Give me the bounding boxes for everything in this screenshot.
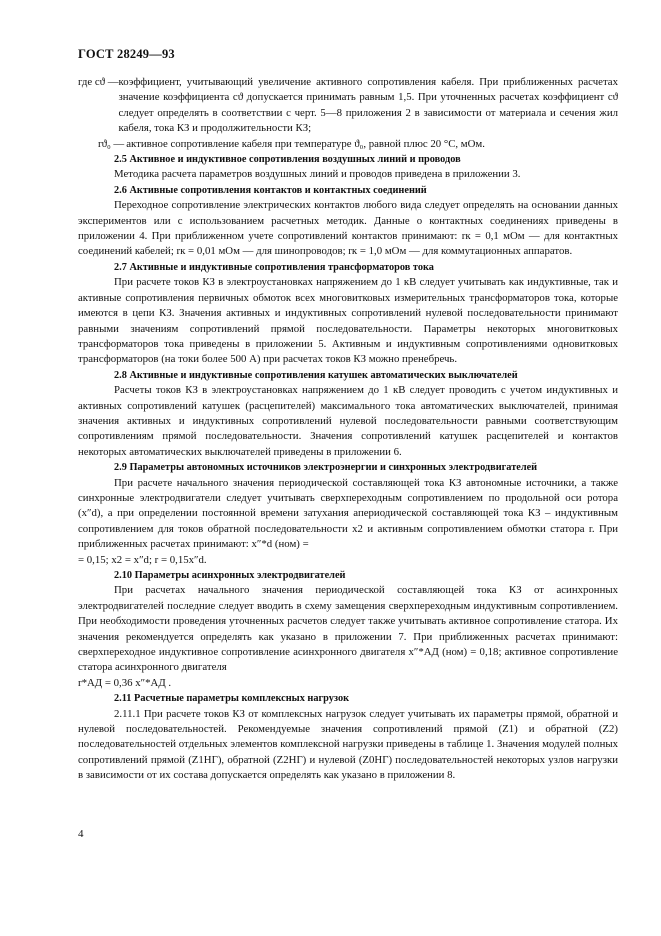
definition-c-theta — [78, 75, 618, 137]
section-title: 2.8 Активные и индуктивные сопротивления катушек автоматических выключателей — [114, 369, 518, 381]
section-2-7 — [78, 260, 618, 368]
document-header: ГОСТ 28249—93 — [78, 47, 175, 61]
section-paragraph: Расчеты токов КЗ в электроустановках напряжением до 1 кВ следует проводить с учетом индуктивных и активных сопротивлений катушек (расцепителей) максимального тока автоматических выключателей, принимая значения активных и индуктивных сопротивлений нулевой последовательности равными соответствующим сопротивлениям прямой последовательности. Значения сопротивлений катушек расцепителей и контактов некоторых автоматических выключателей приведены в приложении 6. — [78, 384, 618, 458]
document-body — [78, 75, 618, 784]
section-2-11 — [78, 691, 618, 783]
definition-r-theta — [78, 137, 618, 152]
section-title: 2.9 Параметры автономных источников электроэнергии и синхронных электродвигателей — [114, 462, 538, 474]
definition-text: коэффициент, учитывающий увеличение активного сопротивления кабеля. При приближенных расчетах значение коэффициента cϑ допускается принимать равным 1,5. При уточненных расчетах коэффициент cϑ следует определять в соответствии с черт. 5—8 приложения 2 в зависимости от материала и сечения жил кабеля, тока КЗ и продолжительности КЗ; — [118, 76, 618, 135]
section-paragraph: Методика расчета параметров воздушных линий и проводов приведена в приложении 3. — [114, 168, 521, 181]
section-title: 2.7 Активные и индуктивные сопротивления трансформаторов тока — [114, 261, 434, 273]
definition-term: rϑ₀ — — [98, 137, 125, 150]
section-title: 2.11 Расчетные параметры комплексных нагрузок — [114, 693, 350, 705]
formula-line: = 0,15; x2 = x″d; r = 0,15x″d. — [78, 553, 207, 566]
section-paragraph: При расчете начального значения периодической составляющей тока КЗ автономные источники, а также синхронные электродвигатели следует учитывать сверхпереходным сопротивлением по продольной оси ротора (x″d), а при определении постоянной времени затухания апериодической составляющей тока КЗ – индуктивным сопротивлением для токов обратной последовательности x2 и активным сопротивлением обмотки статора r. При приближенных расчетах принимают: x″*d (ном) = — [78, 476, 618, 551]
formula-line: r*АД = 0,36 x″*АД . — [78, 676, 172, 689]
section-paragraph: При расчетах начального значения периодической составляющей тока КЗ от асинхронных электродвигателей последние следует вводить в схему замещения сверхпереходным индуктивным сопротивлением. При необходимости проведения уточненных расчетов следует также учитывать активное сопротивление статора. Их значения рекомендуется определять как указано в приложении 7. При приближенных расчетах принимают: сверхпереходное индуктивное сопротивление асинхронного двигателя x″*АД (ном) = 0,18; активное сопротивление статора асинхронного двигателя — [78, 584, 618, 674]
section-title: 2.10 Параметры асинхронных электродвигателей — [114, 570, 346, 581]
page-number: 4 — [78, 828, 84, 840]
section-2-5 — [78, 152, 618, 183]
section-paragraph: При расчете токов КЗ в электроустановках напряжением до 1 кВ следует учитывать как индуктивные, так и активные сопротивления первичных обмоток всех многовитковых измерительных трансформаторов тока, которые имеются в цепи КЗ. Значения активных и индуктивных сопротивлений нулевой последовательности принимают равными значениям сопротивлений прямой последовательности. Параметры некоторых многовитковых трансформаторов тока приведены в приложении 5. Активным и индуктивным сопротивлениями одновитковых трансформаторов (на токи более 500 А) при расчетах токов КЗ можно пренебречь. — [78, 276, 618, 366]
section-title: 2.5 Активное и индуктивное сопротивления воздушных линий и проводов — [114, 154, 461, 166]
section-title: 2.6 Активные сопротивления контактов и контактных соединений — [114, 184, 427, 196]
section-2-8 — [78, 368, 618, 460]
section-paragraph: Переходное сопротивление электрических контактов любого вида следует определять на основании данных экспериментов или с использованием расчетных методик. Данные о контактных соединениях приведены в приложении 4. При приближенном учете сопротивлений контактов принимают: rк = 0,1 мОм — для контактных соединений кабелей; rк = 0,01 мОм — для шинопроводов; rк = 1,0 мОм — для коммутационных аппаратов. — [78, 199, 618, 258]
section-2-9 — [78, 460, 618, 568]
section-2-6 — [78, 183, 618, 260]
definition-text: активное сопротивление кабеля при температуре ϑ₀, равной плюс 20 °С, мОм. — [126, 137, 485, 150]
section-2-10 — [78, 568, 618, 691]
definition-term: где cϑ — — [78, 76, 119, 88]
section-paragraph: 2.11.1 При расчете токов КЗ от комплексных нагрузок следует учитывать их параметры прямой, обратной и нулевой последовательностей. Рекомендуемые значения сопротивлений прямой (Z1) и обратной (Z2) последовательностей отдельных элементов комплексной нагрузки приведены в таблице 1. Значения модулей полных сопротивлений прямой (Z1НГ), обратной (Z2НГ) и нулевой (Z0НГ) последовательностей некоторых узлов нагрузки в зависимости от их состава допускается определять как указано в приложении 8. — [78, 707, 618, 782]
